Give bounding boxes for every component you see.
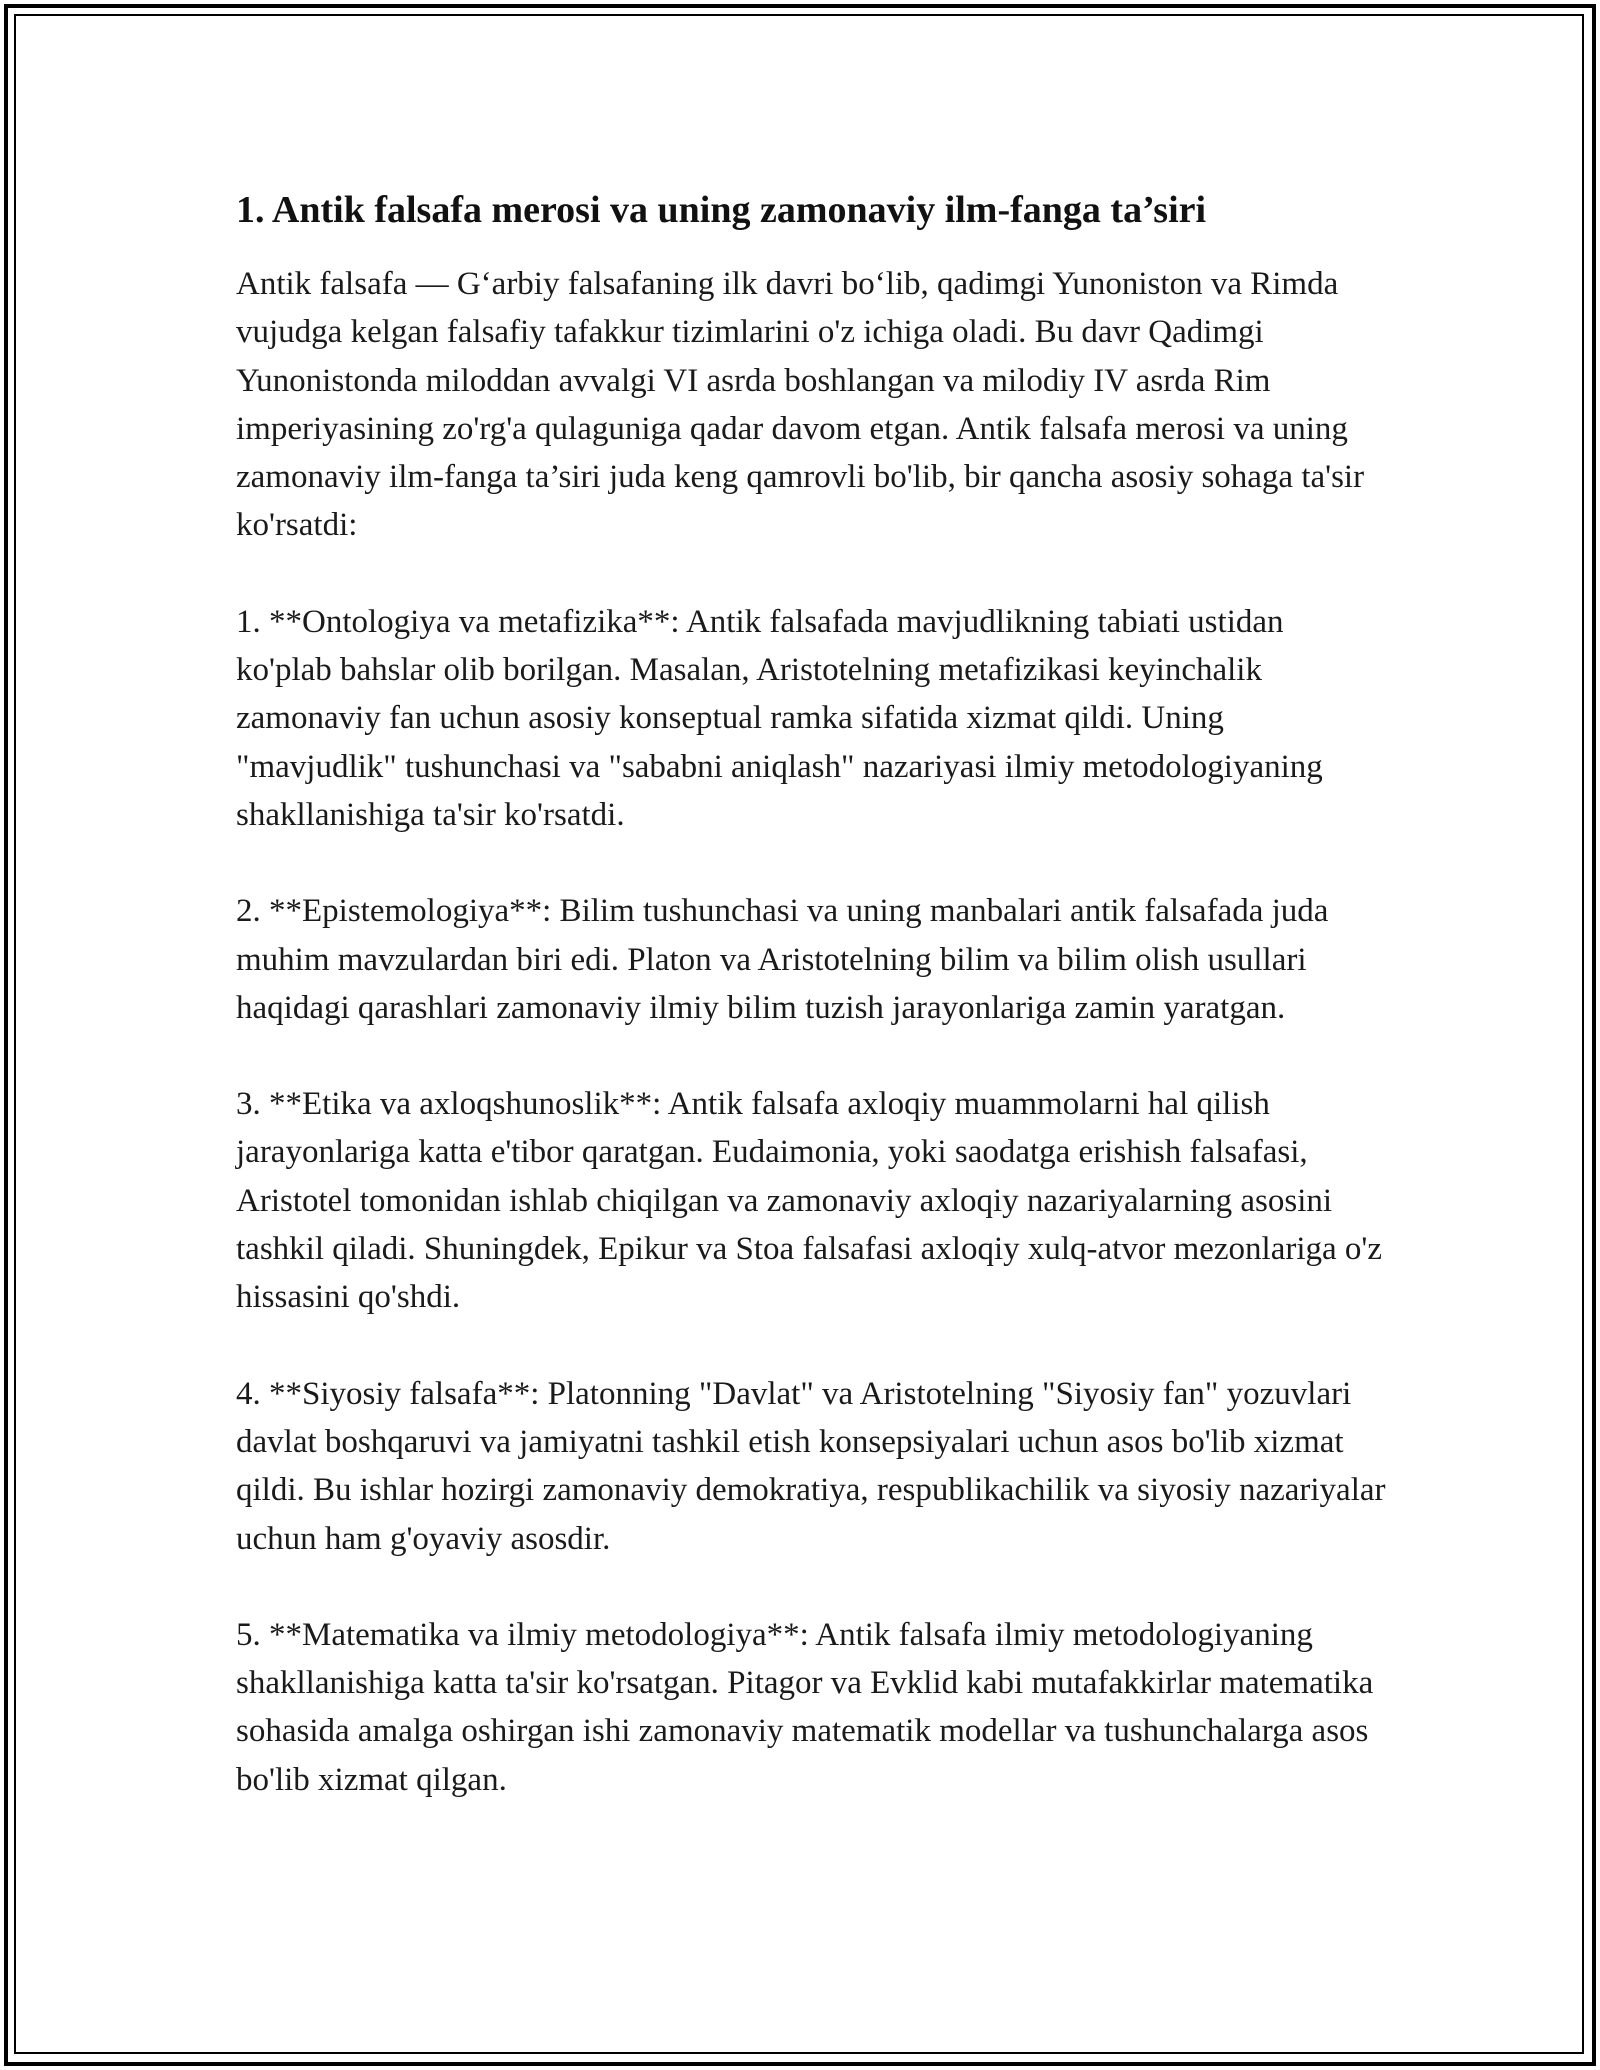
paragraph-epistemology: 2. **Epistemologiya**: Bilim tushunchasi va uning manbalari antik falsafada juda muhim mavzulardan biri edi. Platon va Aristotelning bilim va bilim olish usullari haqidagi qarashlari zamonaviy ilmiy bilim tuzish jarayonlariga zamin yaratgan. [236,893,1329,1026]
paragraph-political-philosophy: 4. **Siyosiy falsafa**: Platonning "Davlat" va Aristotelning "Siyosiy fan" yozuvlari davlat boshqaruvi va jamiyatni tashkil etish konsepsiyalari uchun asos bo'lib xizmat qildi. Bu ishlar hozirgi zamonaviy demokratiya, respublikachilik va siyosiy nazariyalar uchun ham g'oyaviy asosdir. [236,1375,1386,1557]
paragraph-ethics: 3. **Etika va axloqshunoslik**: Antik falsafa axloqiy muammolarni hal qilish jarayonlariga katta e'tibor qaratgan. Eudaimonia, yoki saodatga erishish falsafasi, Aristotel tomonidan ishlab chiqilgan va zamonaviy axloqiy nazariyalarning asosini tashkil qiladi. Shuningdek, Epikur va Stoa falsafasi axloqiy xulq-atvor mezonlariga o'z hissasini qo'shdi. [236,1086,1383,1316]
document-body [236,186,1386,1804]
document-title: 1. Antik falsafa merosi va uning zamonaviy ilm-fanga ta’siri [236,189,1207,231]
paragraph-ontology: 1. **Ontologiya va metafizika**: Antik falsafada mavjudlikning tabiati ustidan ko'plab bahslar olib borilgan. Masalan, Aristotelning metafizikasi keyinchalik zamonaviy fan uchun asosiy konseptual ramka sifatida xizmat qildi. Uning "mavjudlik" tushunchasi va "sababni aniqlash" nazariyasi ilmiy metodologiyaning shakllanishiga ta'sir ko'rsatdi. [236,603,1323,833]
paragraph-mathematics: 5. **Matematika va ilmiy metodologiya**: Antik falsafa ilmiy metodologiyaning shakllanishiga katta ta'sir ko'rsatgan. Pitagor va Evklid kabi mutafakkirlar matematika sohasida amalga oshirgan ishi zamonaviy matematik modellar va tushunchalarga asos bo'lib xizmat qilgan. [236,1616,1374,1798]
intro-paragraph: Antik falsafa — G‘arbiy falsafaning ilk davri bo‘lib, qadimgi Yunoniston va Rimda vujudga kelgan falsafiy tafakkur tizimlarini o'z ichiga oladi. Bu davr Qadimgi Yunonistonda miloddan avvalgi VI asrda boshlangan va milodiy IV asrda Rim imperiyasining zo'rg'a qulaguniga qadar davom etgan. Antik falsafa merosi va uning zamonaviy ilm-fanga ta’siri juda keng qamrovli bo'lib, bir qancha asosiy sohaga ta'sir ko'rsatdi: [236,266,1365,544]
